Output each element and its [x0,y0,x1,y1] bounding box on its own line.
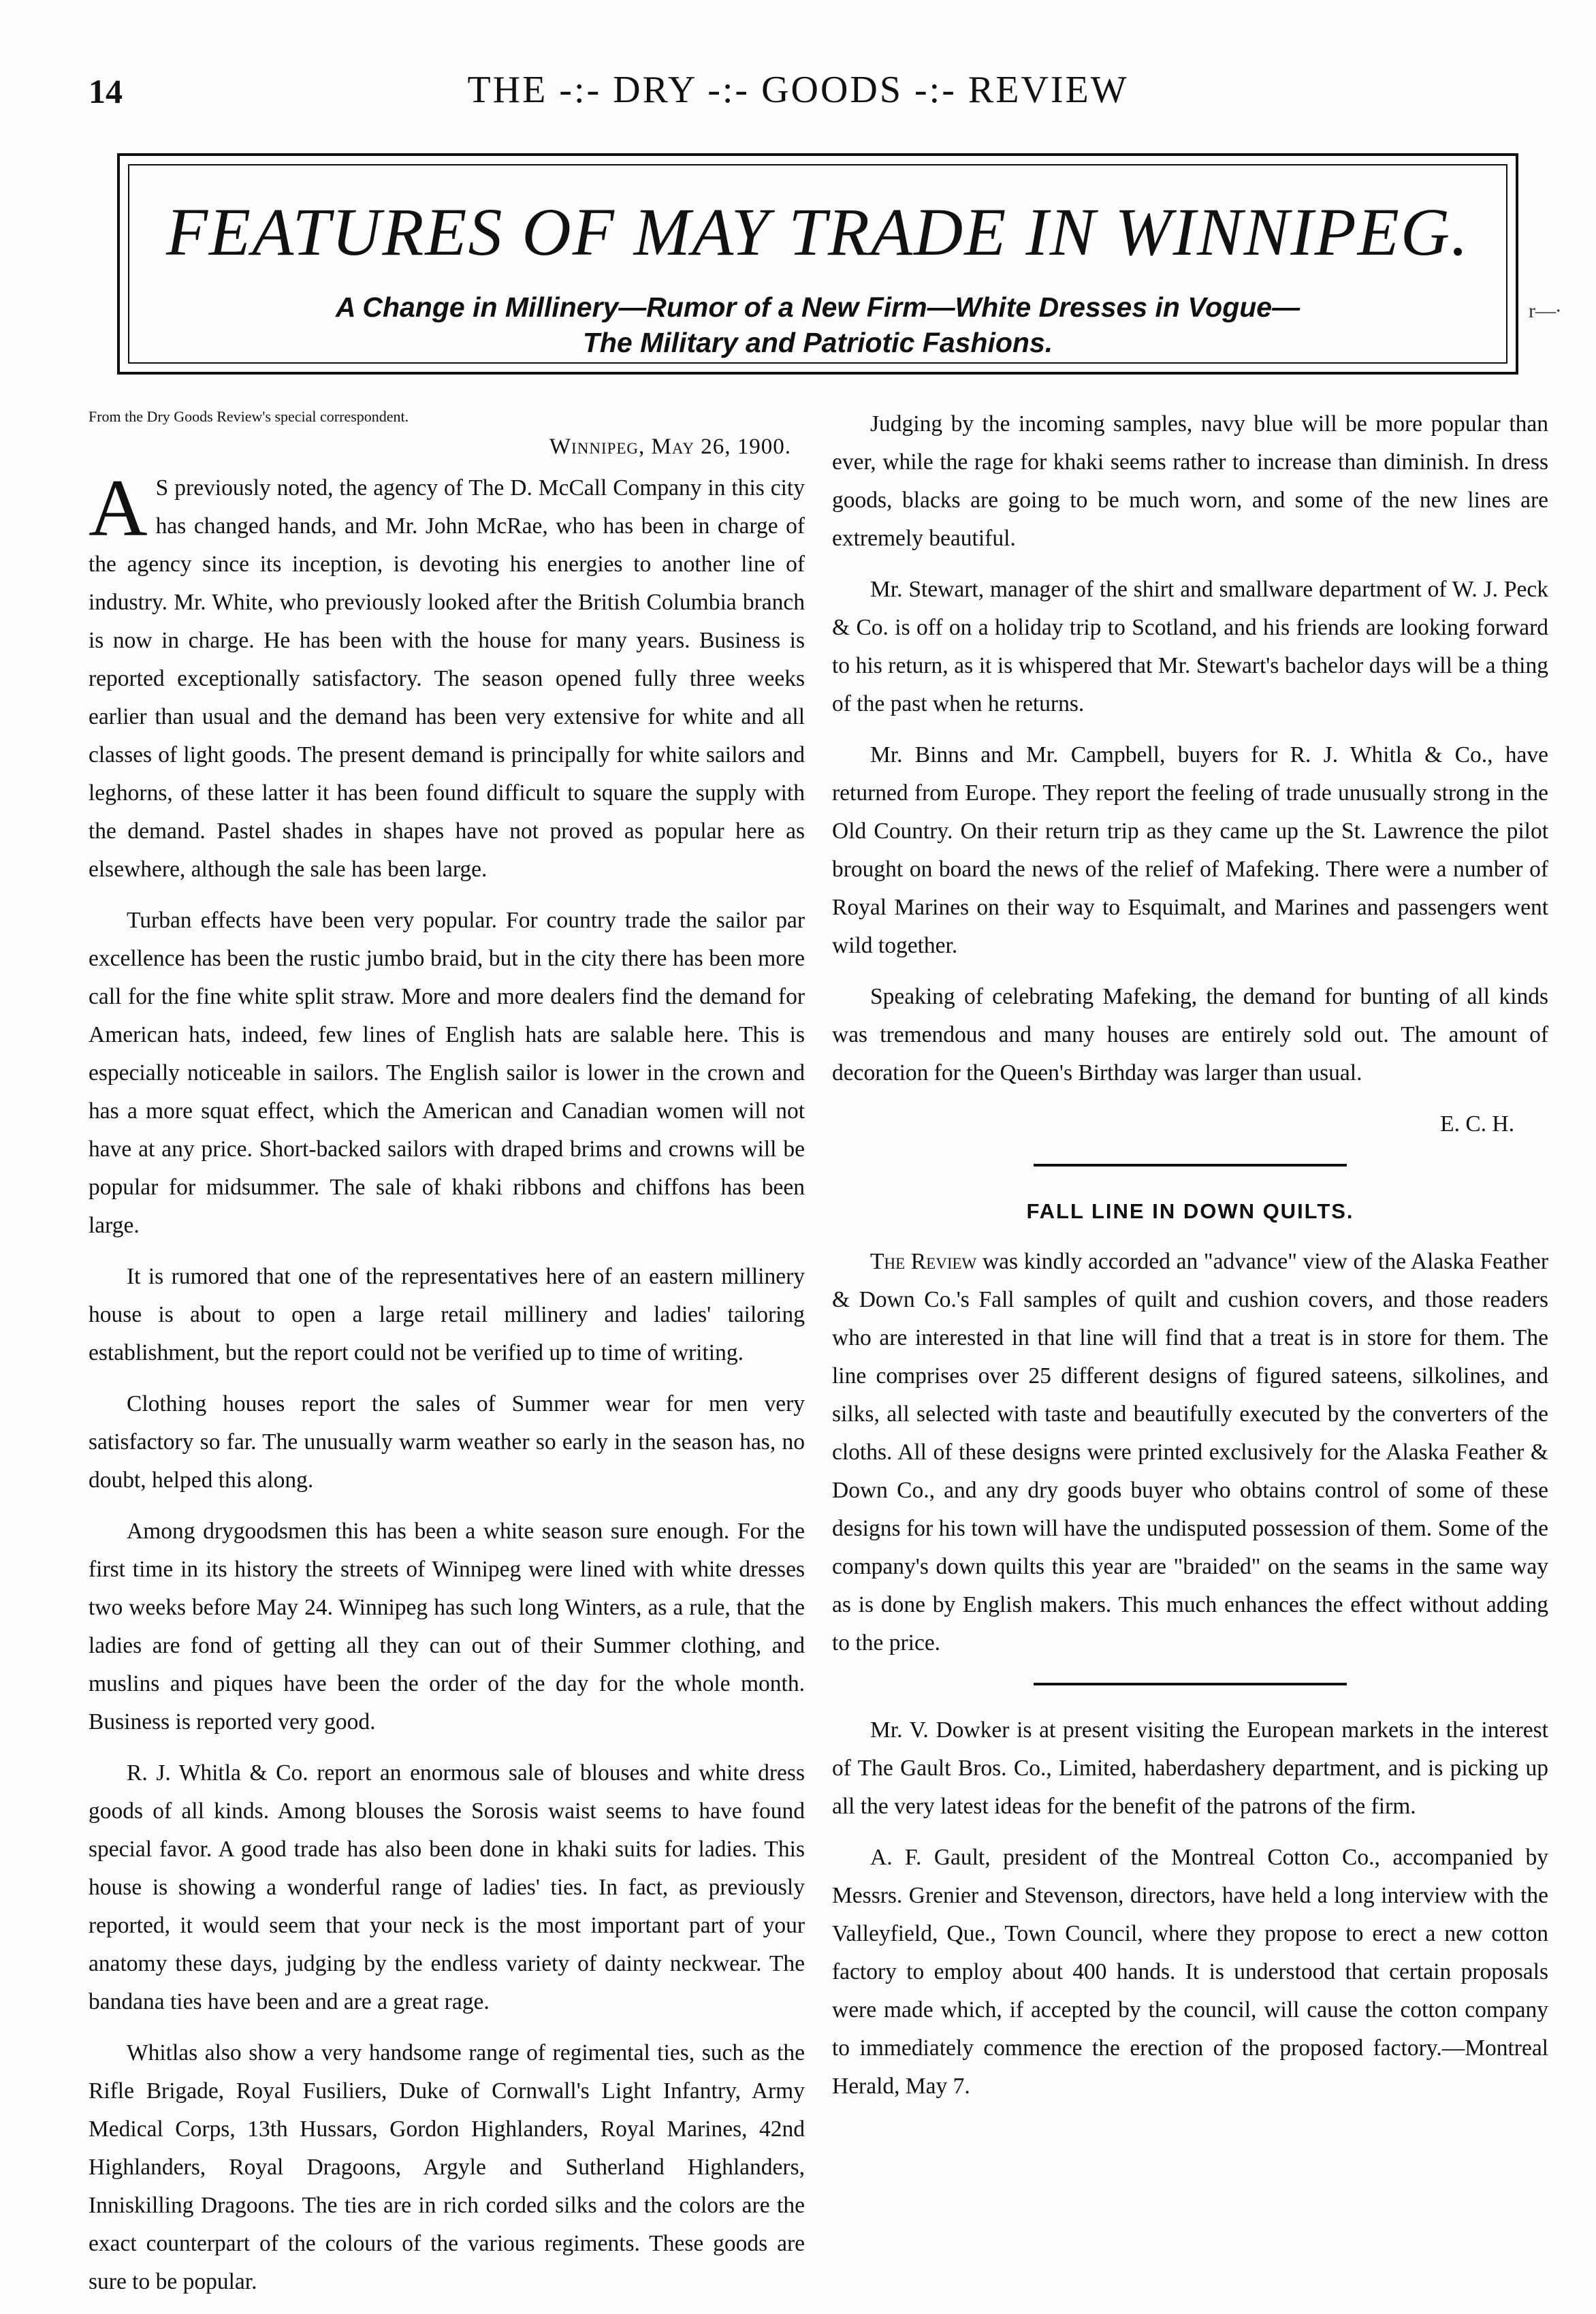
drop-cap: A [89,462,148,553]
dowker-paragraph: Mr. V. Dowker is at present visiting the European markets in the interest of The Gault Bros. Co., Limited, haberdashery department, and is picking up all the very latest ideas for the benefit of the patrons of the firm. [832,1717,1548,1819]
headline-inner-frame [128,164,1507,364]
quilts-heading: FALL LINE IN DOWN QUILTS. [1026,1199,1354,1223]
article-paragraph-3: It is rumored that one of the representatives here of an eastern millinery house is about to open a large retail millinery and ladies' tailoring establishment, but the report could not be verified up to time of writing. [89,1264,805,1365]
article-paragraph-5: Among drygoodsmen this has been a white season sure enough. For the first time in its history the streets of Winnipeg were lined with white dresses two weeks before May 24. Winnipeg has such long Winters, as a rule, that the ladies are fond of getting all they can out of their Summer clothing, and muslins and piques have been the order of the day for the whole month. Business is reported very good. [89,1519,805,1734]
article-paragraph-1 [89,462,805,889]
quilts-body: was kindly accorded an "advance" view of the Alaska Feather & Down Co.'s Fall samples of quilt and cushion covers, and those readers who are interested in that line will find that a treat is in store for them. The line comprises over 25 different designs of figured sateens, silkolines, and silks, all selected with taste and beautifully executed by the converters of the cloths. All of these designs were printed exclusively for the Alaska Feather & Down Co., and any dry goods buyer who obtains control of some of these designs for his town will have the undisputed possession of them. Some of the company's down quilts this year are "braided" on the seams in the same way as is done by English makers. This much enhances the effect without adding to the price. [832,1249,1548,1655]
headline-subtitle-line-1: A Change in Millinery—Rumor of a New Firm—White Dresses in Vogue— [335,291,1300,323]
headline-subtitle [129,289,1506,360]
article-paragraph-11 [832,978,1548,1092]
article-paragraph-7: Whitlas also show a very handsome range of regimental ties, such as the Rifle Brigade, Royal Fusiliers, Duke of Cornwall's Light Infantry, Army Medical Corps, 13th Hussars, Gordon Highlanders, Royal Marines, 42nd Highlanders, Royal Dragoons, Argyle and Sutherland Highlanders, Inniskilling Dragoons. The ties are in rich corded silks and the colors are the exact counterpart of the colours of the various regiments. These goods are sure to be popular. [89,2040,805,2294]
dateline: Winnipeg, May 26, 1900. [549,434,791,459]
margin-mark: r—∙ [1529,300,1561,322]
column-left [89,405,805,2314]
running-head: THE -:- DRY -:- GOODS -:- REVIEW [467,69,1129,111]
article-paragraph-10: Mr. Binns and Mr. Campbell, buyers for R. J. Whitla & Co., have returned from Europe. They report the feeling of trade unusually strong in the Old Country. On their return trip as they came up the St. Lawrence the pilot brought on board the news of the relief of Mafeking. There were a number of Royal Marines on their way to Esquimalt, and Marines and passengers went wild together. [832,742,1548,958]
article-paragraph-11-text: Speaking of celebrating Mafeking, the demand for bunting of all kinds was tremendous and many houses are entirely sold out. The amount of decoration for the Queen's Birthday was larger than usual. [832,984,1548,1085]
signature-line [832,1105,1548,1143]
article-paragraph-4: Clothing houses report the sales of Summer wear for men very satisfactory so far. The unusually warm weather so early in the season has, no doubt, helped this along. [89,1391,805,1493]
headline-title: FEATURES OF MAY TRADE IN WINNIPEG. [165,194,1470,270]
column-right [832,405,1548,2119]
headline-subtitle-line-2: The Military and Patriotic Fashions. [582,327,1053,358]
article-paragraph-2: Turban effects have been very popular. For country trade the sailor par excellence has been the rustic jumbo braid, but in the city there has been more call for the fine white split straw. More and more dealers find the demand for American hats, indeed, few lines of English hats are salable here. This is especially noticeable in sailors. The English sailor is lower in the crown and has a more squat effect, which the American and Canadian women will not have at any price. Short-backed sailors with draped brims and crowns will be popular for midsummer. The sale of khaki ribbons and chiffons has been large. [89,908,805,1238]
section-divider-2 [1034,1683,1347,1685]
page-number: 14 [89,72,123,110]
quilts-lead: The Review [870,1249,977,1274]
article-paragraph-1-text: S previously noted, the agency of The D. McCall Company in this city has changed hands, and Mr. John McRae, who has been in charge of the agency since its inception, is devoting his energies to another line of industry. Mr. White, who previously looked after the British Columbia branch is now in charge. He has been with the house for many years. Business is reported exceptionally satisfactory. The season opened fully three weeks earlier than usual and the demand has been very extensive for white and all classes of light goods. The present demand is principally for white sailors and leghorns, of these latter it has been found difficult to square the supply with the demand. Pastel shades in shapes have not proved as popular here as elsewhere, although the sale has been large. [89,475,805,882]
gault-paragraph: A. F. Gault, president of the Montreal Cotton Co., accompanied by Messrs. Grenier and Stevenson, directors, have held a long interview with the Valleyfield, Que., Town Council, where they propose to erect a new cotton factory to employ about 400 hands. It is understood that certain proposals were made which, if accepted by the council, will cause the cotton company to immediately commence the erection of the proposed factory.—Montreal Herald, May 7. [832,1845,1548,2099]
article-paragraph-8: Judging by the incoming samples, navy blue will be more popular than ever, while the rage for khaki seems rather to increase than diminish. In dress goods, blacks are going to be much worn, and some of the new lines are extremely beautiful. [832,411,1548,551]
headline-box [117,153,1518,375]
section-divider-1 [1034,1164,1347,1167]
correspondent-credit: From the Dry Goods Review's special correspondent. [89,408,409,425]
article-paragraph-9: Mr. Stewart, manager of the shirt and smallware department of W. J. Peck & Co. is off on a holiday trip to Scotland, and his friends are looking forward to his return, as it is whispered that Mr. Stewart's bachelor days will be a thing of the past when he returns. [832,577,1548,716]
signature: E. C. H. [1440,1111,1514,1137]
article-paragraph-6: R. J. Whitla & Co. report an enormous sale of blouses and white dress goods of all kinds. Among blouses the Sorosis waist seems to have found special favor. A good trade has also been done in khaki suits for ladies. This house is showing a wonderful range of ladies' ties. In fact, as previously reported, it would seem that your neck is the most important part of your anatomy these days, judging by the endless variety of dainty neckwear. The bandana ties have been and are a great rage. [89,1760,805,2014]
quilts-paragraph [832,1243,1548,1662]
